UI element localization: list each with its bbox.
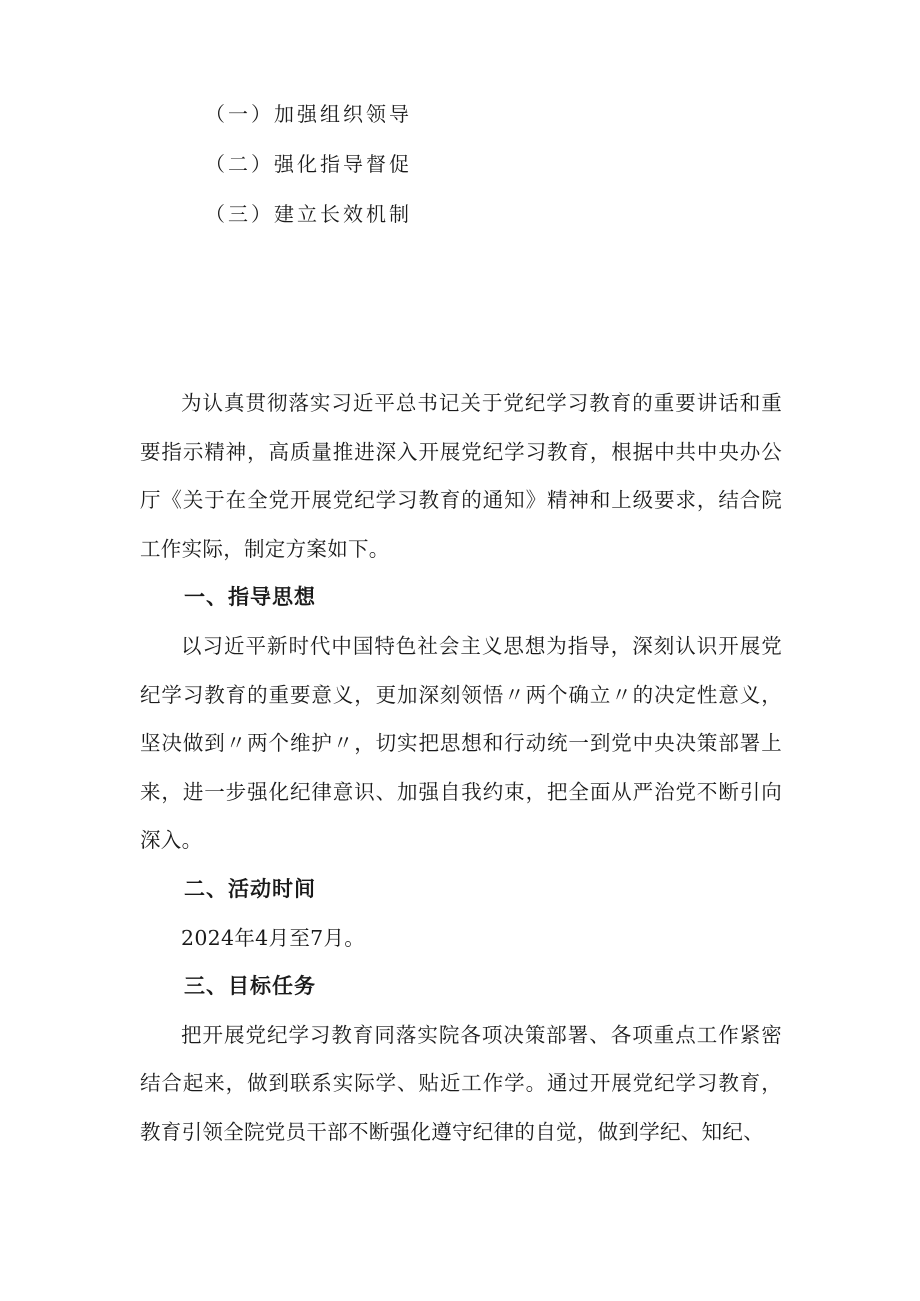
document-body	[140, 379, 782, 1157]
outline-item: （一）加强组织领导	[205, 102, 412, 126]
section-heading-activity-time: 二、活动时间	[184, 876, 316, 901]
outline-item: （二）强化指导督促	[205, 152, 412, 176]
outline-item: （三）建立长效机制	[205, 202, 412, 226]
section-heading-guiding-ideology: 一、指导思想	[184, 585, 316, 610]
outline-list	[205, 94, 705, 244]
section-paragraph-guiding-ideology: 以习近平新时代中国特色社会主义思想为指导，深刻认识开展党纪学习教育的重要意义，更加深刻领悟〃两个确立〃的决定性意义，坚决做到〃两个维护〃，切实把思想和行动统一到党中央决策部署上来，进一步强化纪律意识、加强自我约束，把全面从严治党不断引向深入。	[140, 633, 782, 853]
section-paragraph-goals-tasks: 把开展党纪学习教育同落实院各项决策部署、各项重点工作紧密结合起来，做到联系实际学、贴近工作学。通过开展党纪学习教育，教育引领全院党员干部不断强化遵守纪律的自觉，做到学纪、知纪、	[140, 1022, 782, 1144]
intro-paragraph: 为认真贯彻落实习近平总书记关于党纪学习教育的重要讲话和重要指示精神，高质量推进深入开展党纪学习教育，根据中共中央办公厅《关于在全党开展党纪学习教育的通知》精神和上级要求，结合院工作实际，制定方案如下。	[140, 391, 782, 561]
section-paragraph-activity-time: 2024年4月至7月。	[181, 925, 366, 950]
section-heading-goals-tasks: 三、目标任务	[184, 974, 316, 999]
